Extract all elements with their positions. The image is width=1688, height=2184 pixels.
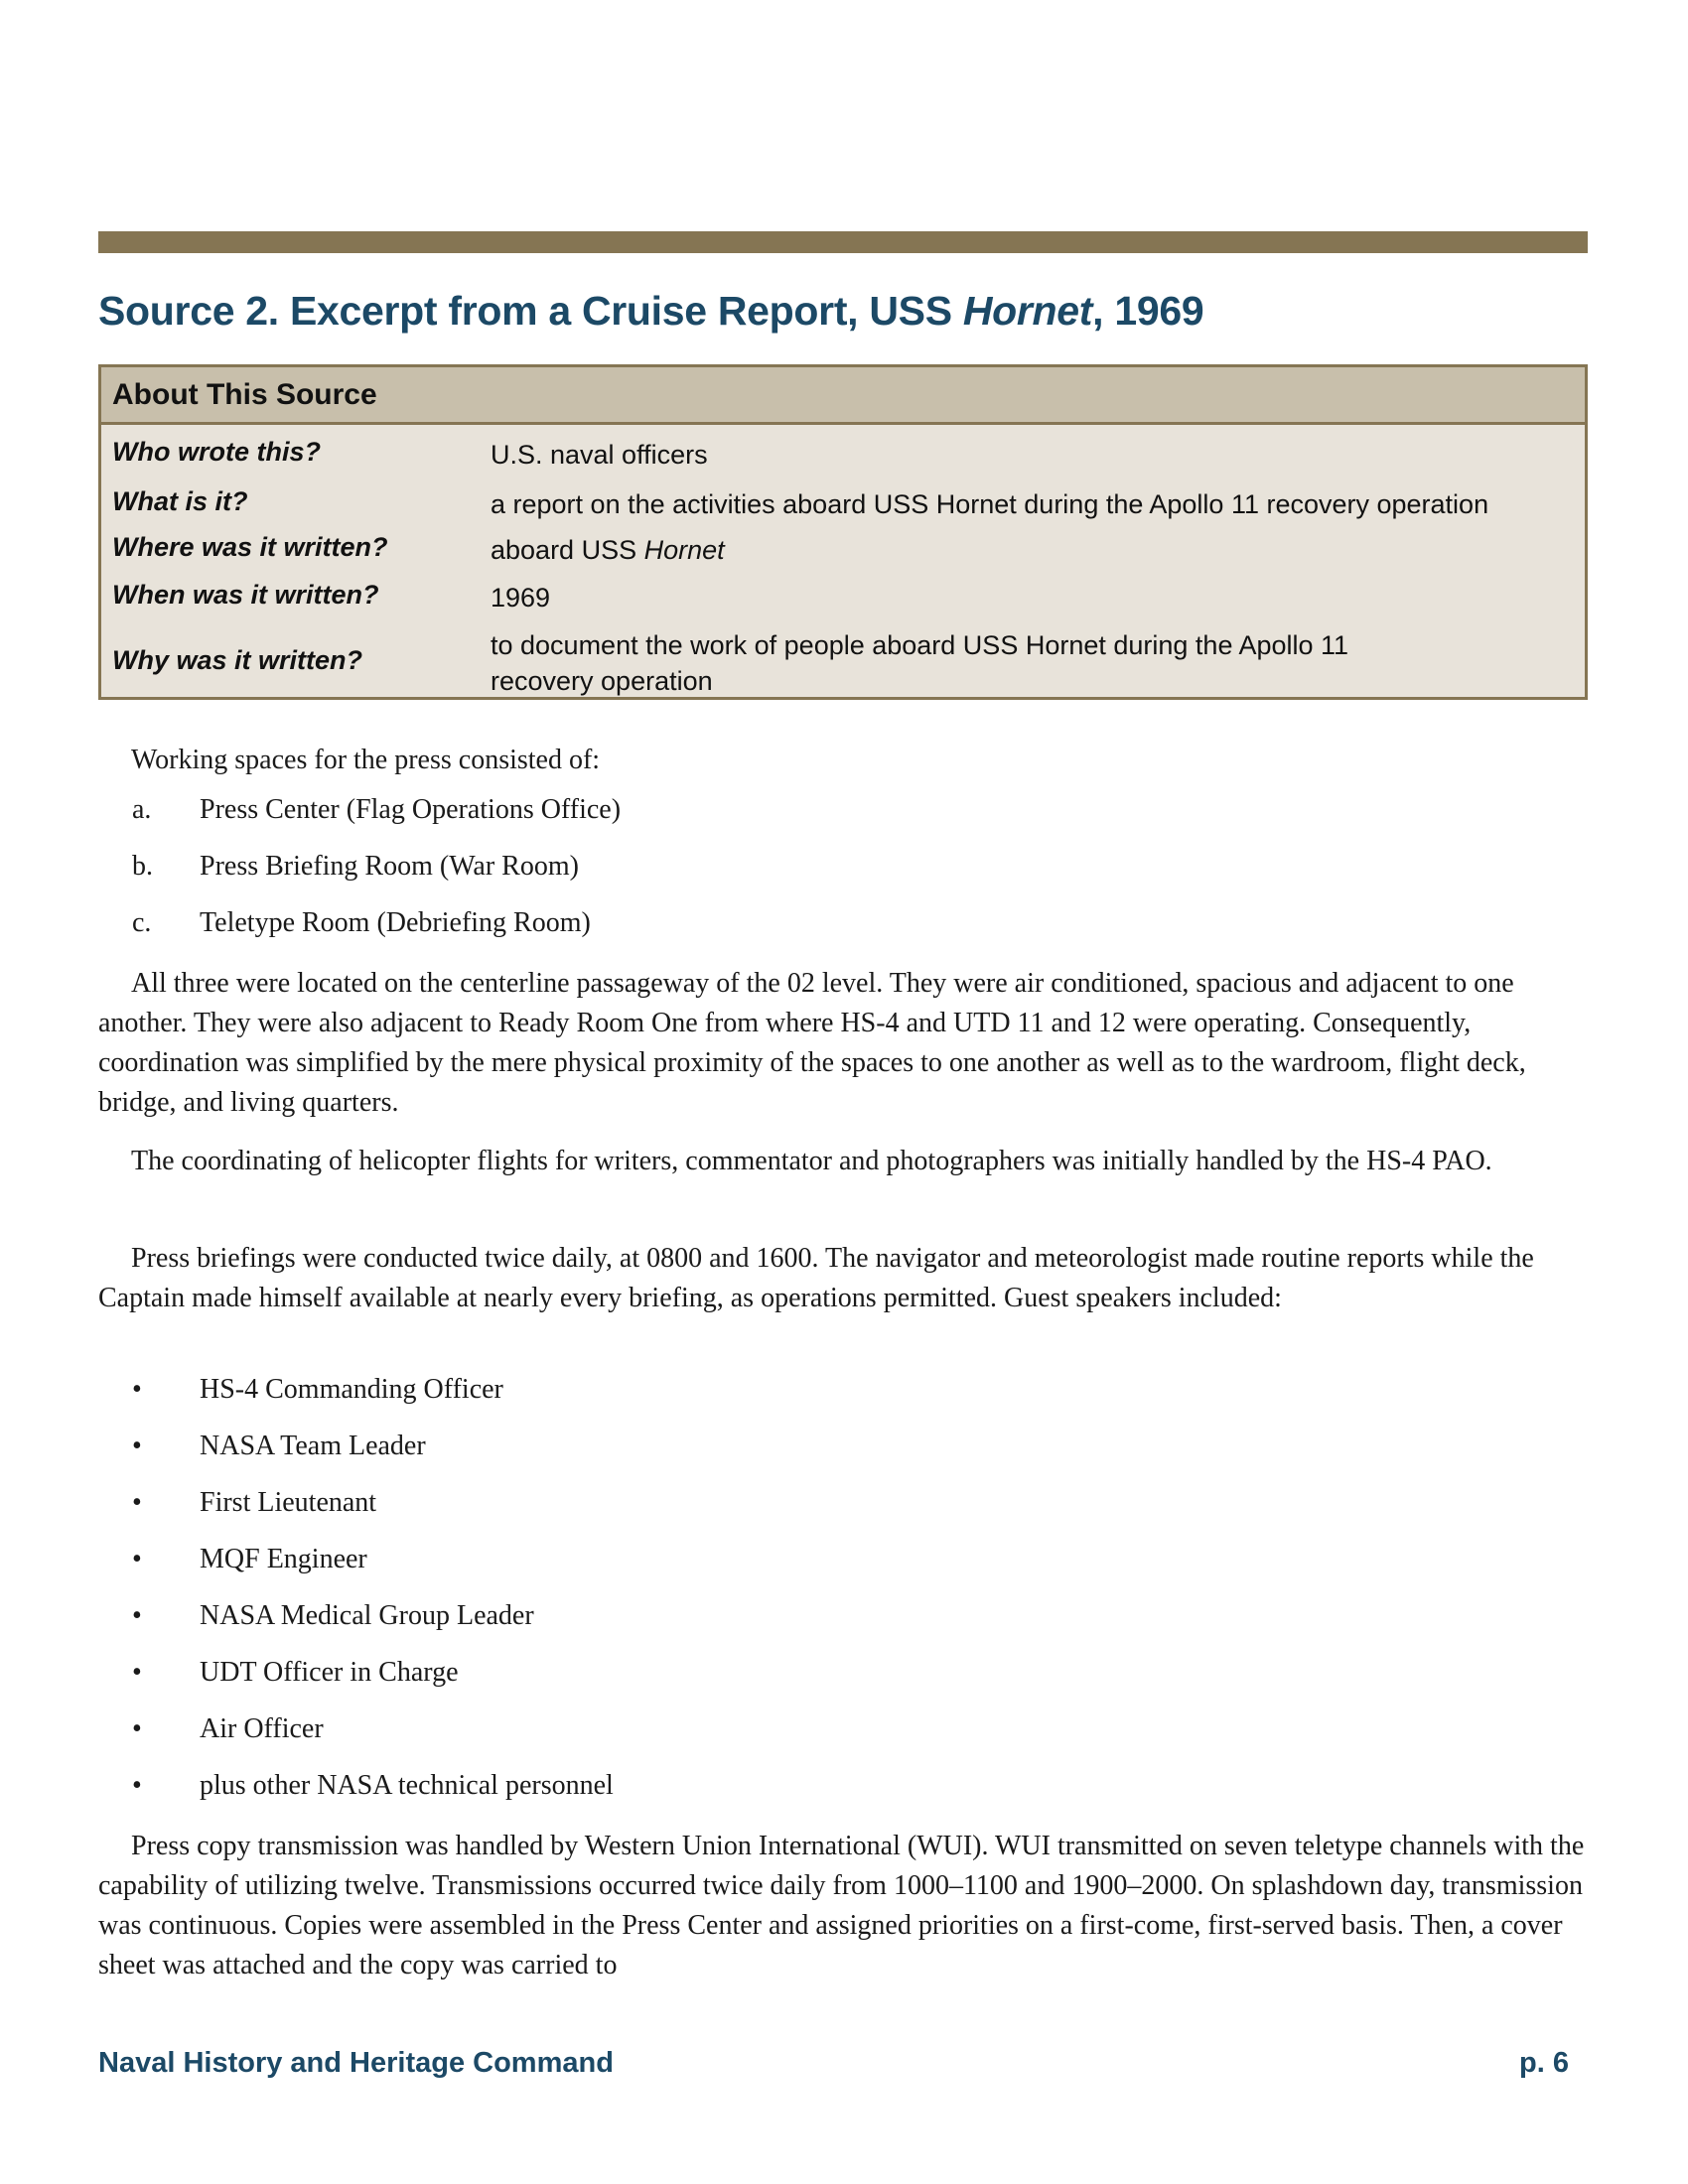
about-source-header: About This Source xyxy=(101,367,1585,425)
footer-organization: Naval History and Heritage Command xyxy=(98,2047,614,2079)
top-rule xyxy=(98,231,1588,253)
intro-text: Working spaces for the press consisted of: xyxy=(131,745,601,775)
bullet-item: • NASA Medical Group Leader xyxy=(132,1600,534,1631)
bullet-item: • UDT Officer in Charge xyxy=(132,1657,459,1688)
paragraph: Press copy transmission was handled by Western Union International (WUI). WUI transmitted on seven teletype channels with the capability of utilizing twelve. Transmissions occurred twice daily from 1000–1100 and 1900–2000. On splashdown day, transmission was continuous. Copies were assembled in the Press Center and assigned priorities on a first-come, first-served basis. Then, a cover sheet was attached and the copy was carried to xyxy=(98,1831,1585,1980)
about-value: U.S. naval officers xyxy=(491,440,708,470)
about-value: a report on the activities aboard USS Hornet during the Apollo 11 recovery operation xyxy=(491,489,1489,519)
paragraph: Press briefings were conducted twice daily, at 0800 and 1600. The navigator and meteorologist made routine reports while the Captain made himself available at nearly every briefing, as operations permitted. Guest speakers included: xyxy=(98,1243,1534,1313)
bullet-item: • NASA Team Leader xyxy=(132,1431,426,1461)
about-value: aboard USS Hornet xyxy=(491,535,725,565)
about-label: When was it written? xyxy=(112,580,379,610)
about-source-box xyxy=(98,364,1588,700)
about-label: Who wrote this? xyxy=(112,437,321,467)
about-label: Where was it written? xyxy=(112,532,388,562)
page-title: Source 2. Excerpt from a Cruise Report, USS Hornet, 1969 xyxy=(98,288,1204,334)
bullet-item: • MQF Engineer xyxy=(132,1544,367,1574)
list-item: b. Press Briefing Room (War Room) xyxy=(132,851,579,882)
about-label: Why was it written? xyxy=(112,645,363,675)
about-value: to document the work of people aboard USS Hornet during the Apollo 11 recovery operation xyxy=(491,630,1349,696)
bullet-item: • plus other NASA technical personnel xyxy=(132,1770,614,1801)
paragraph: The coordinating of helicopter flights for writers, commentator and photographers was initially handled by the HS-4 PAO. xyxy=(131,1146,1492,1176)
page-number: p. 6 xyxy=(1519,2047,1569,2079)
about-label: What is it? xyxy=(112,486,248,516)
bullet-item: • Air Officer xyxy=(132,1713,324,1744)
about-value: 1969 xyxy=(491,583,551,613)
paragraph: All three were located on the centerline passageway of the 02 level. They were air conditioned, spacious and adjacent to one another. They were also adjacent to Ready Room One from where HS-4 and UTD 11 and 12 were operating. Consequently, coordination was simplified by the mere physical proximity of the spaces to one another as well as to the wardroom, flight deck, bridge, and living quarters. xyxy=(98,968,1526,1118)
bullet-item: • First Lieutenant xyxy=(132,1487,377,1518)
list-item: a. Press Center (Flag Operations Office) xyxy=(132,794,622,825)
list-item: c. Teletype Room (Debriefing Room) xyxy=(132,907,591,938)
bullet-item: • HS-4 Commanding Officer xyxy=(132,1374,503,1405)
